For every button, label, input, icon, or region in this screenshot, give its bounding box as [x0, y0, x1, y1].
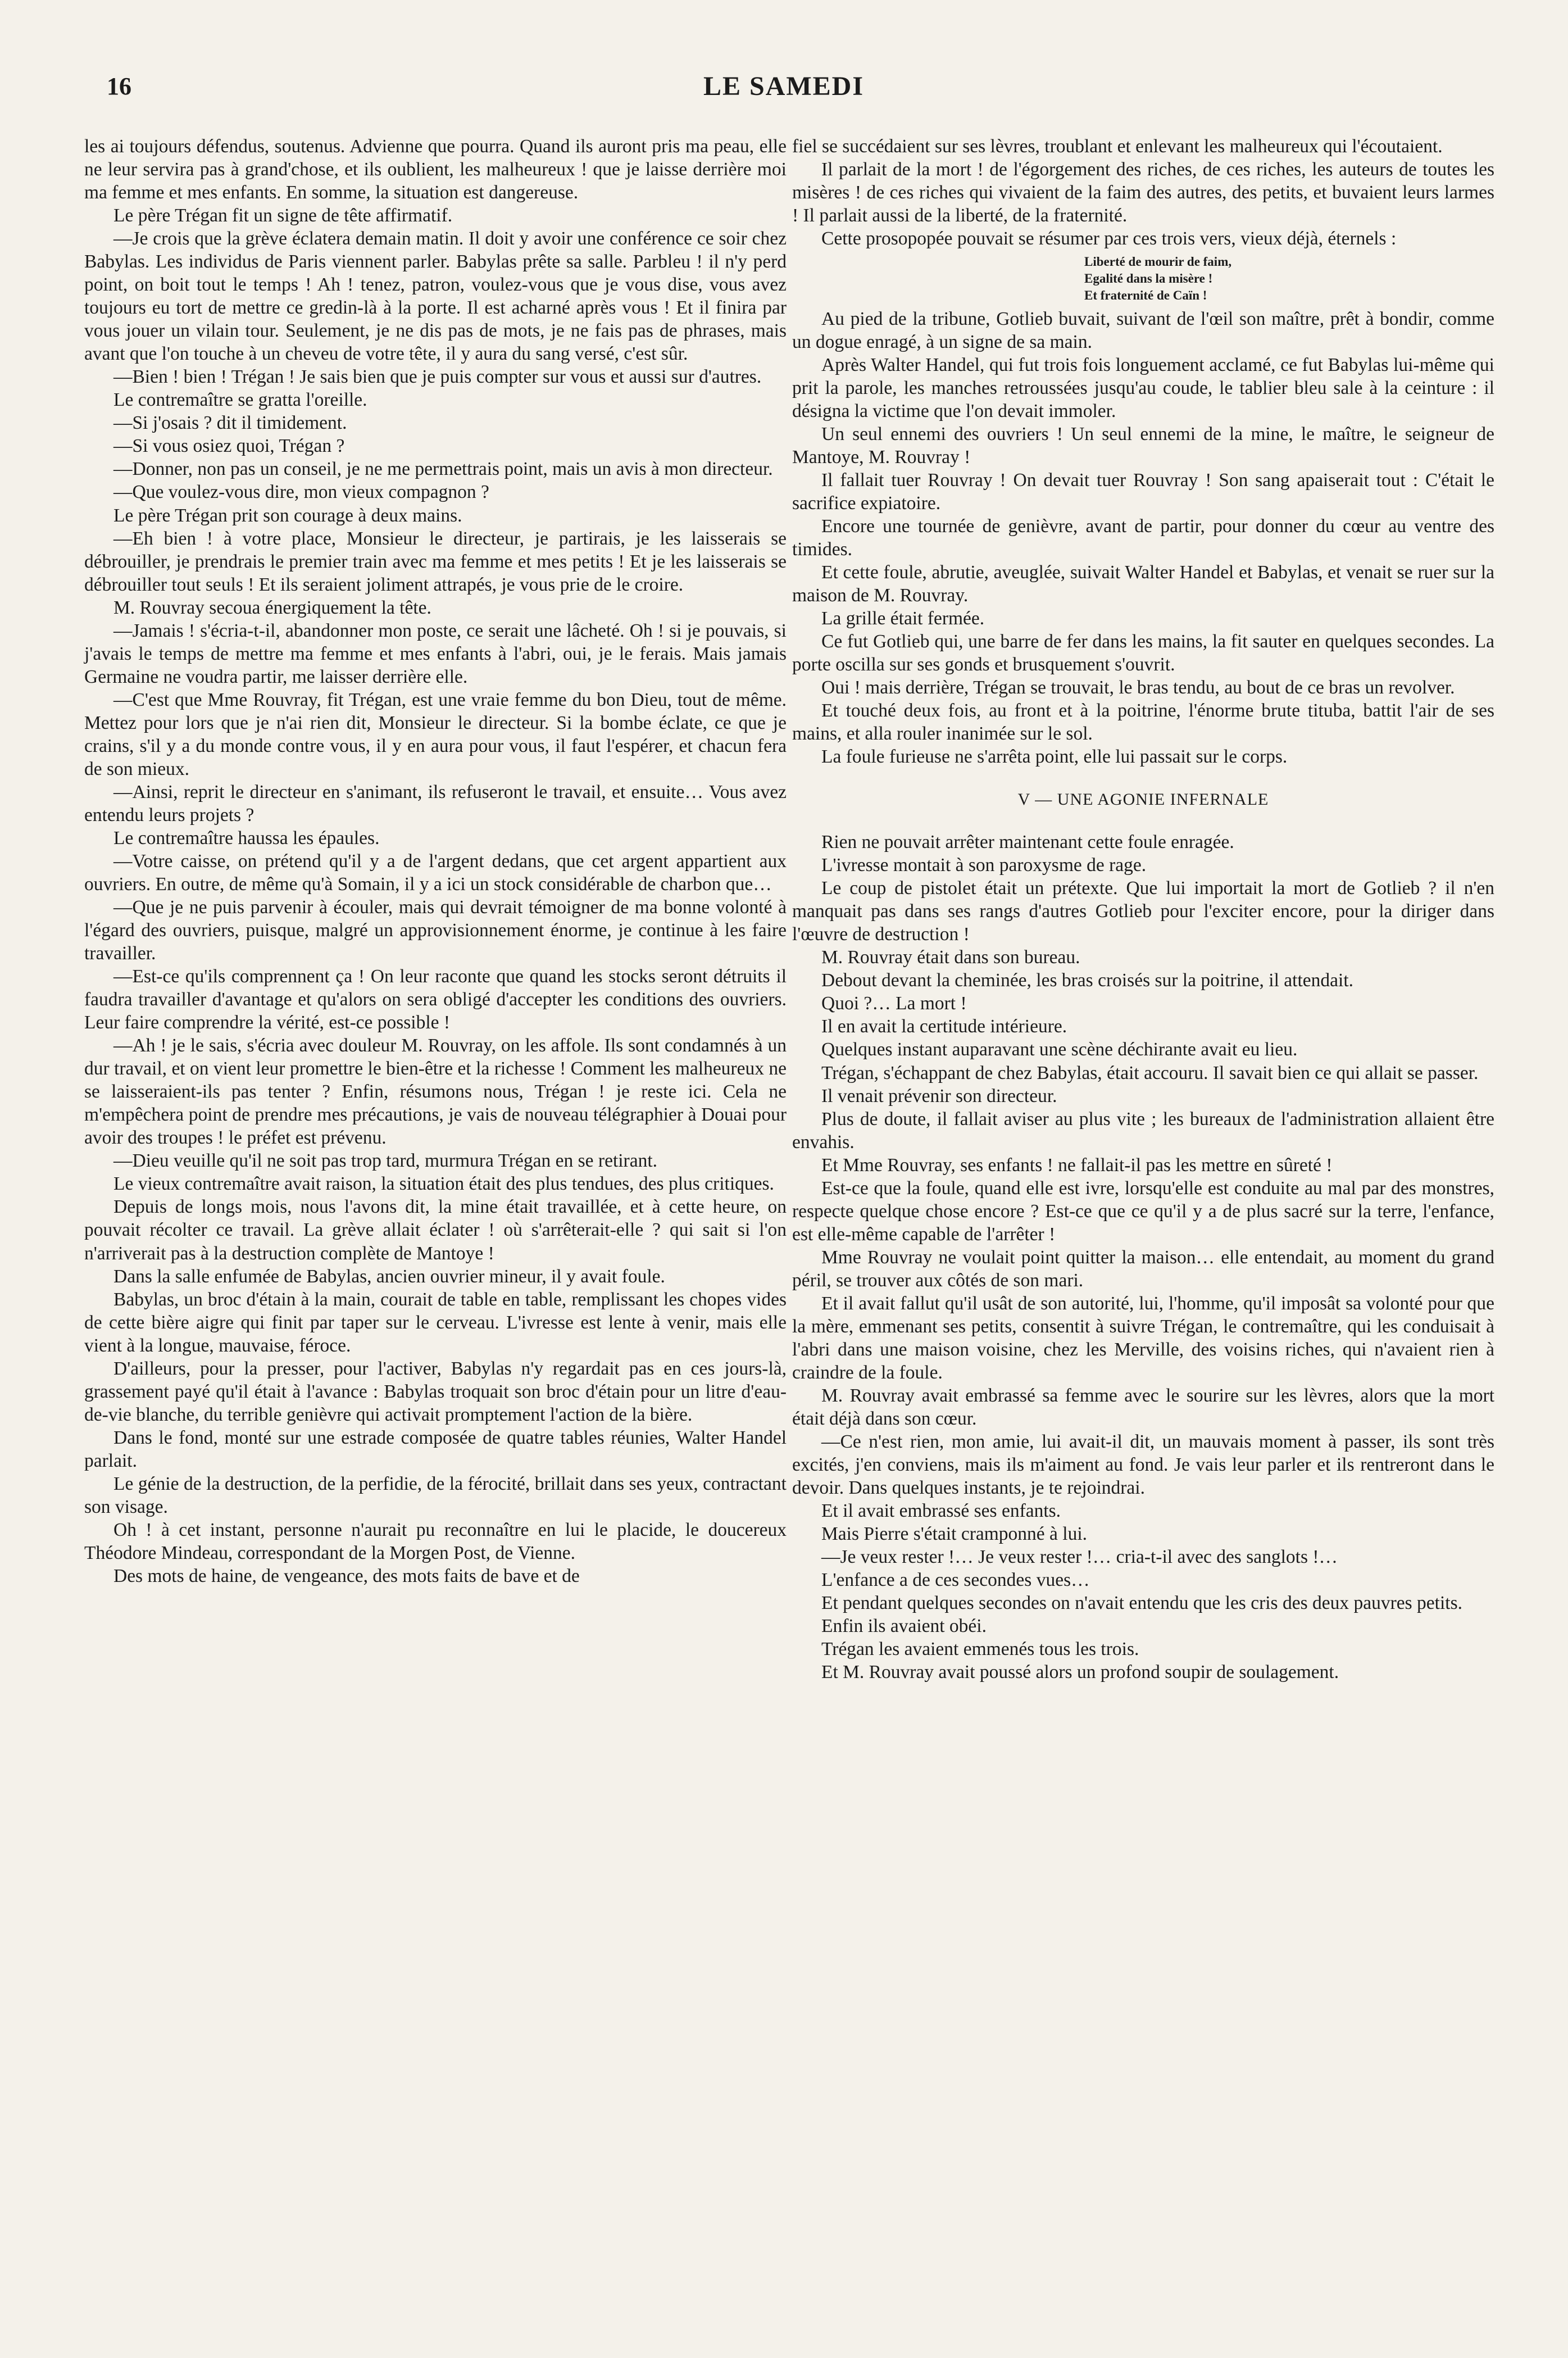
paragraph: fiel se succédaient sur ses lèvres, troublant et enlevant les malheureux qui l'écoutaient. — [792, 136, 1443, 157]
verse-line: Egalité dans la misère ! — [1084, 271, 1213, 286]
paragraph: L'ivresse montait à son paroxysme de rage. — [821, 855, 1147, 876]
paragraph: Oui ! mais derrière, Trégan se trouvait, le bras tendu, au bout de ce bras un revolver. — [821, 677, 1455, 699]
paragraph: —Que je ne puis parvenir à écouler, mais qui devrait témoigner de ma bonne volonté à l'égard des ouvriers, puisque, malgré un approvisionnement énorme, je continue à les faire travailler. — [84, 897, 787, 964]
paragraph: M. Rouvray secoua énergiquement la tête. — [113, 597, 431, 618]
paragraph: —Que voulez-vous dire, mon vieux compagnon ? — [113, 482, 489, 503]
paragraph: Encore une tournée de genièvre, avant de partir, pour donner du cœur au ventre des timides. — [792, 516, 1494, 560]
paragraph: Et cette foule, abrutie, aveuglée, suivait Walter Handel et Babylas, et venait se ruer sur la maison de M. Rouvray. — [792, 562, 1494, 606]
paragraph: Et pendant quelques secondes on n'avait entendu que les cris des deux pauvres petits. — [821, 1593, 1462, 1614]
right-column — [792, 135, 1494, 1684]
paragraph: Et M. Rouvray avait poussé alors un profond soupir de soulagement. — [821, 1662, 1339, 1683]
paragraph: Quoi ?… La mort ! — [821, 993, 967, 1014]
paragraph: Mais Pierre s'était cramponné à lui. — [821, 1523, 1088, 1545]
paragraph: les ai toujours défendus, soutenus. Advienne que pourra. Quand ils auront pris ma peau, elle ne leur servira pas à grand'chose, et ils oublient, les malheureux ! que je laisse derrière moi ma femme et mes enfants. En somme, la situation est dangereuse. — [84, 136, 787, 203]
paragraph: L'enfance a de ces secondes vues… — [821, 1570, 1090, 1591]
paragraph: Le génie de la destruction, de la perfidie, de la férocité, brillait dans ses yeux, contractant son visage. — [84, 1473, 787, 1517]
paragraph: —Donner, non pas un conseil, je ne me permettrais point, mais un avis à mon directeur. — [113, 459, 773, 480]
paragraph: —Votre caisse, on prétend qu'il y a de l'argent dedans, que cet argent appartient aux ouvriers. En outre, de même qu'à Somain, il y a ici un stock considérable de charbon que… — [84, 850, 787, 895]
paragraph: Babylas, un broc d'étain à la main, courait de table en table, remplissant les chopes vides de cette bière aigre qui finit par taper sur le cerveau. L'ivresse est lente à venir, mais elle vient à la longue, mauvaise, féroce. — [84, 1289, 787, 1356]
paragraph: —Ainsi, reprit le directeur en s'animant, ils refuseront le travail, et ensuite… Vous avez entendu leurs projets ? — [84, 781, 787, 826]
paragraph: Depuis de longs mois, nous l'avons dit, la mine était travaillée, et à cette heure, on pouvait récolter ce travail. La grève allait éclater ! où s'arrêterait-elle ? qui sait si l'on n'arriverait pas à la destruction complète de Mantoye ! — [84, 1196, 787, 1264]
paragraph: Trégan, s'échappant de chez Babylas, était accouru. Il savait bien ce qui allait se passer. — [821, 1062, 1479, 1083]
paragraph: Et il avait embrassé ses enfants. — [821, 1500, 1061, 1522]
paragraph: Rien ne pouvait arrêter maintenant cette foule enragée. — [821, 832, 1234, 853]
paragraph: Le coup de pistolet était un prétexte. Que lui importait la mort de Gotlieb ? il n'en manquait pas dans ses rangs d'autres Gotlieb pour l'exciter encore, pour la diriger dans l'œuvre de destruction ! — [792, 878, 1494, 945]
paragraph: Ce fut Gotlieb qui, une barre de fer dans les mains, la fit sauter en quelques secondes. La porte oscilla sur ses gonds et brusquement s'ouvrit. — [792, 631, 1494, 675]
left-column — [84, 135, 787, 1588]
paragraph: Le contremaître se gratta l'oreille. — [113, 389, 367, 411]
paragraph: Au pied de la tribune, Gotlieb buvait, suivant de l'œil son maître, prêt à bondir, comme un dogue enragé, à un signe de sa main. — [792, 308, 1494, 352]
paragraph: Et Mme Rouvray, ses enfants ! ne fallait-il pas les mettre en sûreté ! — [821, 1154, 1333, 1176]
paragraph: D'ailleurs, pour la presser, pour l'activer, Babylas n'y regardait pas en ces jours-là, grassement payé qu'il était à l'avance : Babylas troquait son broc d'étain pour un litre d'eau-de-vie blanche, du terrible genièvre qui activait promptement l'action de la bière. — [84, 1358, 787, 1425]
paragraph: Il venait prévenir son directeur. — [821, 1085, 1057, 1107]
paragraph: —Ah ! je le sais, s'écria avec douleur M. Rouvray, on les affole. Ils sont condamnés à un dur travail, et on vient leur promettre le bien-être et la richesse ! Comment les malheureux ne se laisseraient-ils pas tenter ? Enfin, résumons nous, Trégan ! je reste ici. Cela ne m'empêchera point de prendre mes précautions, je vais de nouveau télégraphier à Douai pour avoir des troupes ! le préfet est prévenu. — [84, 1035, 787, 1149]
paragraph: Dans la salle enfumée de Babylas, ancien ouvrier mineur, il y avait foule. — [113, 1266, 665, 1287]
paragraph: Plus de doute, il fallait aviser au plus vite ; les bureaux de l'administration allaient être envahis. — [792, 1108, 1494, 1153]
paragraph: M. Rouvray avait embrassé sa femme avec le sourire sur les lèvres, alors que la mort était déjà dans son cœur. — [792, 1385, 1494, 1429]
paragraph: Le contremaître haussa les épaules. — [113, 827, 380, 849]
paragraph: —Ce n'est rien, mon amie, lui avait-il dit, un mauvais moment à passer, ils sont très excités, j'en conviens, mais ils m'aiment au fond. Je vais leur parler et ils rentreront dans le devoir. Dans quelques instants, je te rejoindrai. — [792, 1431, 1494, 1499]
paragraph: —Je crois que la grève éclatera demain matin. Il doit y avoir une conférence ce soir chez Babylas. Les individus de Paris viennent parler. Babylas prête sa salle. Parbleu ! il n'y perd point, on boit tout le temps ! Ah ! tenez, patron, voulez-vous que je vous dise, vous avez toujours eu tort de mettre ce gredin-là à la porte. Il est acharné après vous ! Et il finira par vous jouer un vilain tour. Seulement, je ne dis pas de mots, je ne fais pas de phrases, mais avant que l'on touche à un cheveu de votre tête, il y aura du sang versé, c'est sûr. — [84, 228, 787, 365]
verse-quote — [792, 253, 1494, 304]
paragraph: —C'est que Mme Rouvray, fit Trégan, est une vraie femme du bon Dieu, tout de même. Mettez pour lors que je n'ai rien dit, Monsieur le directeur. Si la bombe éclate, ce que je crains, s'il y a du monde contre vous, il y en aura pour vous, il faut l'espérer, et chacun fera de son mieux. — [84, 689, 787, 779]
page-number: 16 — [107, 72, 131, 100]
paragraph: —Si vous osiez quoi, Trégan ? — [113, 436, 345, 457]
section-heading: V — UNE AGONIE INFERNALE — [1017, 790, 1269, 809]
journal-title: LE SAMEDI — [703, 71, 865, 101]
paragraph: Après Walter Handel, qui fut trois fois longuement acclamé, ce fut Babylas lui-même qui prit la parole, les manches retroussées jusqu'au coude, le tablier bleu sale à la ceinture : il désigna la victime que l'on devait immoler. — [792, 354, 1494, 421]
paragraph: Le père Trégan prit son courage à deux mains. — [113, 505, 462, 526]
paragraph: Enfin ils avaient obéi. — [821, 1616, 987, 1637]
paragraph: Cette prosopopée pouvait se résumer par ces trois vers, vieux déjà, éternels : — [821, 228, 1397, 250]
paragraph: Et touché deux fois, au front et à la poitrine, l'énorme brute tituba, battit l'air de ses mains, et alla rouler inanimée sur le sol. — [792, 700, 1494, 745]
paragraph: Des mots de haine, de vengeance, des mots faits de bave et de — [113, 1565, 580, 1586]
paragraph: Est-ce que la foule, quand elle est ivre, lorsqu'elle est conduite au mal par des monstres, respecte quelque chose encore ? Est-ce que ce qu'il y a de plus sacré sur la terre, l'enfance, est elle-même capable de l'arrêter ! — [792, 1177, 1494, 1245]
paragraph: Il parlait de la mort ! de l'égorgement des riches, de ces riches, les auteurs de toutes les misères ! de ces riches qui vivaient de la faim des autres, des petits, et buvaient leurs larmes ! Il parlait aussi de la liberté, de la fraternité. — [792, 159, 1494, 226]
paragraph: Trégan les avaient emmenés tous les trois. — [821, 1639, 1139, 1660]
paragraph: —Bien ! bien ! Trégan ! Je sais bien que je puis compter sur vous et aussi sur d'autres. — [113, 366, 762, 388]
paragraph: M. Rouvray était dans son bureau. — [821, 947, 1080, 968]
paragraph: —Dieu veuille qu'il ne soit pas trop tard, murmura Trégan en se retirant. — [113, 1150, 658, 1172]
paragraph: Dans le fond, monté sur une estrade composée de quatre tables réunies, Walter Handel parlait. — [84, 1427, 787, 1471]
verse-line: Liberté de mourir de faim, — [1084, 255, 1232, 269]
paragraph: Et il avait fallut qu'il usât de son autorité, lui, l'homme, qu'il imposât sa volonté pour que la mère, emmenant ses petits, consentit à suivre Trégan, le contremaître, qui les conduisait à l'abri dans une maison voisine, chez les Merville, des voisins riches, qui n'avaient rien à craindre de la foule. — [792, 1293, 1494, 1383]
paragraph: —Eh bien ! à votre place, Monsieur le directeur, je partirais, je les laisserais se débrouiller, je prendrais le premier train avec ma femme et mes petits ! Et je les laisserais se débrouiller tout seuls ! Et ils seraient joliment attrapés, je vous prie de le croire. — [84, 528, 787, 595]
page-header — [84, 66, 1483, 106]
paragraph: Il fallait tuer Rouvray ! On devait tuer Rouvray ! Son sang apaiserait tout : C'était le sacrifice expiatoire. — [792, 470, 1494, 514]
paragraph: —Si j'osais ? dit il timidement. — [113, 412, 347, 434]
paragraph: —Je veux rester !… Je veux rester !… cria-t-il avec des sanglots !… — [821, 1547, 1338, 1568]
paragraph: Mme Rouvray ne voulait point quitter la maison… elle entendait, au moment du grand péril, se trouver aux côtés de son mari. — [792, 1246, 1494, 1291]
paragraph: Il en avait la certitude intérieure. — [821, 1016, 1067, 1037]
paragraph: Oh ! à cet instant, personne n'aurait pu reconnaître en lui le placide, le doucereux Théodore Mindeau, correspondant de la Morgen Post, de Vienne. — [84, 1519, 787, 1563]
paragraph: Quelques instant auparavant une scène déchirante avait eu lieu. — [821, 1039, 1298, 1060]
paragraph: Debout devant la cheminée, les bras croisés sur la poitrine, il attendait. — [821, 970, 1353, 991]
paragraph: —Est-ce qu'ils comprennent ça ! On leur raconte que quand les stocks seront détruits il faudra travailler d'avantage et qu'alors on sera obligé d'accepter les conditions des ouvriers. Leur faire comprendre la vérité, est-ce possible ! — [84, 966, 787, 1033]
verse-line: Et fraternité de Caïn ! — [1084, 288, 1207, 302]
paragraph: Un seul ennemi des ouvriers ! Un seul ennemi de la mine, le maître, le seigneur de Mantoye, M. Rouvray ! — [792, 423, 1494, 468]
paragraph: Le père Trégan fit un signe de tête affirmatif. — [113, 205, 453, 226]
paragraph: Le vieux contremaître avait raison, la situation était des plus tendues, des plus critiques. — [113, 1173, 774, 1195]
paragraph: La foule furieuse ne s'arrêta point, elle lui passait sur le corps. — [821, 746, 1288, 768]
paragraph: La grille était fermée. — [821, 608, 985, 629]
paragraph: —Jamais ! s'écria-t-il, abandonner mon poste, ce serait une lâcheté. Oh ! si je pouvais, si j'avais le temps de mettre ma femme et mes enfants à l'abri, oui, je le ferais. Mais jamais Germaine ne voudra partir, me laisser derrière elle. — [84, 620, 787, 687]
